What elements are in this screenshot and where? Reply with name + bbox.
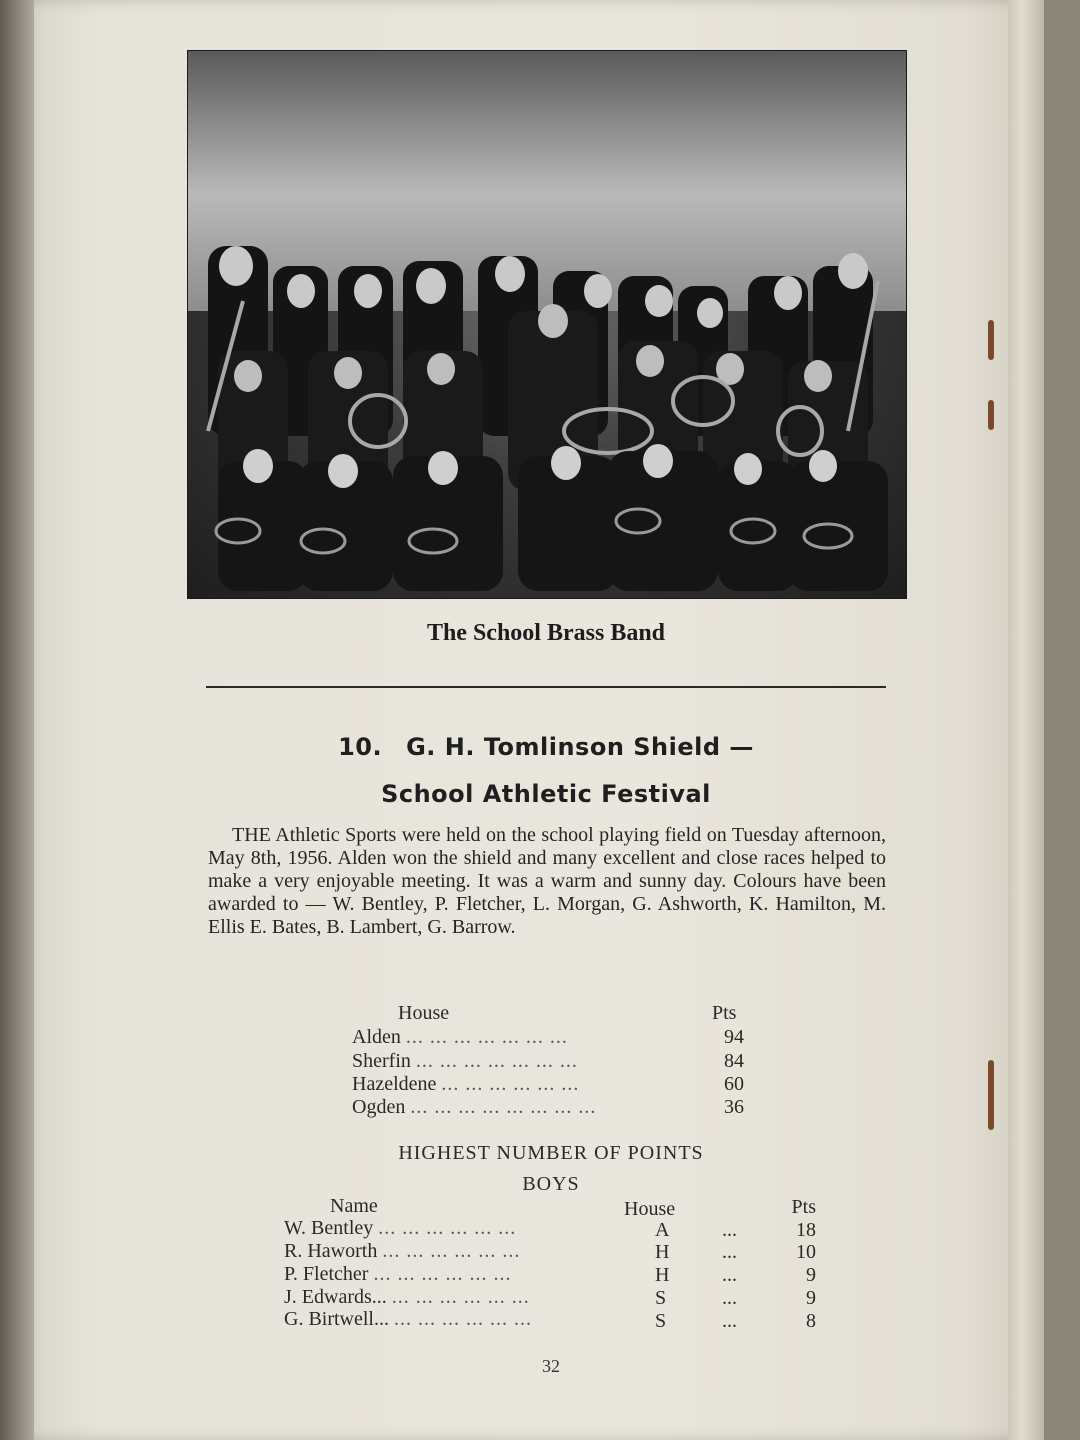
house-name: Sherfin [352, 1050, 411, 1072]
leader-dots: ... [722, 1264, 737, 1286]
leader-dots: ... ... ... ... ... ... [394, 1308, 532, 1330]
house-row-name [352, 1096, 596, 1119]
boy-points: 9 [806, 1287, 816, 1309]
page-wear-mark [988, 400, 994, 430]
leader-dots: ... ... ... ... ... ... [373, 1263, 512, 1285]
brass-band-photo [187, 50, 907, 599]
page-wear-mark [988, 320, 994, 360]
house-row-name [352, 1026, 568, 1049]
pts-column-header: Pts [791, 1196, 816, 1218]
leader-dots: ... [722, 1287, 737, 1309]
leader-dots: ... [722, 1241, 737, 1263]
house-column-header: House [398, 1002, 450, 1024]
page-number: 32 [542, 1356, 560, 1376]
house-points: 84 [724, 1050, 744, 1072]
boy-house: H [655, 1241, 670, 1263]
photo-caption: The School Brass Band [426, 620, 666, 646]
pts-column-header: Pts [712, 1002, 737, 1024]
boy-name: G. Birtwell... [284, 1308, 389, 1330]
points-subheading: BOYS [522, 1173, 580, 1195]
boy-name: J. Edwards... [284, 1286, 387, 1308]
boy-row-name [284, 1263, 511, 1286]
boy-house: H [655, 1264, 670, 1286]
leader-dots: ... ... ... ... ... ... ... ... [410, 1096, 597, 1118]
boy-row-name [284, 1308, 532, 1331]
house-points: 94 [724, 1026, 744, 1048]
house-points: 60 [724, 1073, 744, 1095]
page-wear-mark [988, 1060, 994, 1130]
boy-points: 10 [796, 1241, 816, 1263]
house-points: 36 [724, 1096, 744, 1118]
name-column-header: Name [330, 1195, 378, 1217]
boy-row-name [284, 1240, 520, 1263]
house-row-name [352, 1050, 578, 1073]
boy-house: S [655, 1310, 667, 1332]
boy-house: A [655, 1219, 670, 1241]
house-column-header: House [624, 1198, 676, 1220]
boy-house: S [655, 1287, 667, 1309]
house-name: Hazeldene [352, 1073, 437, 1095]
band-members-figures [188, 51, 906, 598]
leader-dots: ... [722, 1219, 737, 1241]
leader-dots: ... ... ... ... ... ... ... [405, 1026, 568, 1048]
boy-row-name [284, 1217, 516, 1240]
athletics-paragraph: THE Athletic Sports were held on the school playing field on Tuesday afternoon, May 8th, 1956. Alden won the shield and many excellent and close races helped to make a very enjoyable meeting. It was a warm and sunny day. Colours have been awarded to — W. Bentley, P. Fletcher, L. Morgan, G. Ashworth, K. Hamilton, M. Ellis E. Bates, B. Lambert, G. Barrow. [208, 824, 886, 938]
boy-points: 9 [806, 1264, 816, 1286]
leader-dots: ... ... ... ... ... ... [441, 1073, 580, 1095]
section-number: 10. [338, 733, 383, 761]
leader-dots: ... ... ... ... ... ... [382, 1240, 521, 1262]
section-subtitle: School Athletic Festival [381, 780, 711, 808]
boy-points: 8 [806, 1310, 816, 1332]
house-name: Alden [352, 1026, 401, 1048]
boy-points: 18 [796, 1219, 816, 1241]
house-row-name [352, 1073, 579, 1096]
leader-dots: ... [722, 1310, 737, 1332]
leader-dots: ... ... ... ... ... ... [391, 1286, 530, 1308]
boy-name: W. Bentley [284, 1217, 374, 1239]
house-name: Ogden [352, 1096, 406, 1118]
leader-dots: ... ... ... ... ... ... [378, 1217, 517, 1239]
page-right-edge [1008, 0, 1044, 1440]
boy-name: R. Haworth [284, 1240, 378, 1262]
section-title: G. H. Tomlinson Shield — [406, 733, 754, 761]
points-heading: HIGHEST NUMBER OF POINTS [398, 1142, 704, 1164]
section-divider [206, 686, 886, 688]
boy-name: P. Fletcher [284, 1263, 369, 1285]
boy-row-name [284, 1286, 530, 1309]
section-heading [206, 733, 886, 761]
leader-dots: ... ... ... ... ... ... ... [415, 1050, 578, 1072]
